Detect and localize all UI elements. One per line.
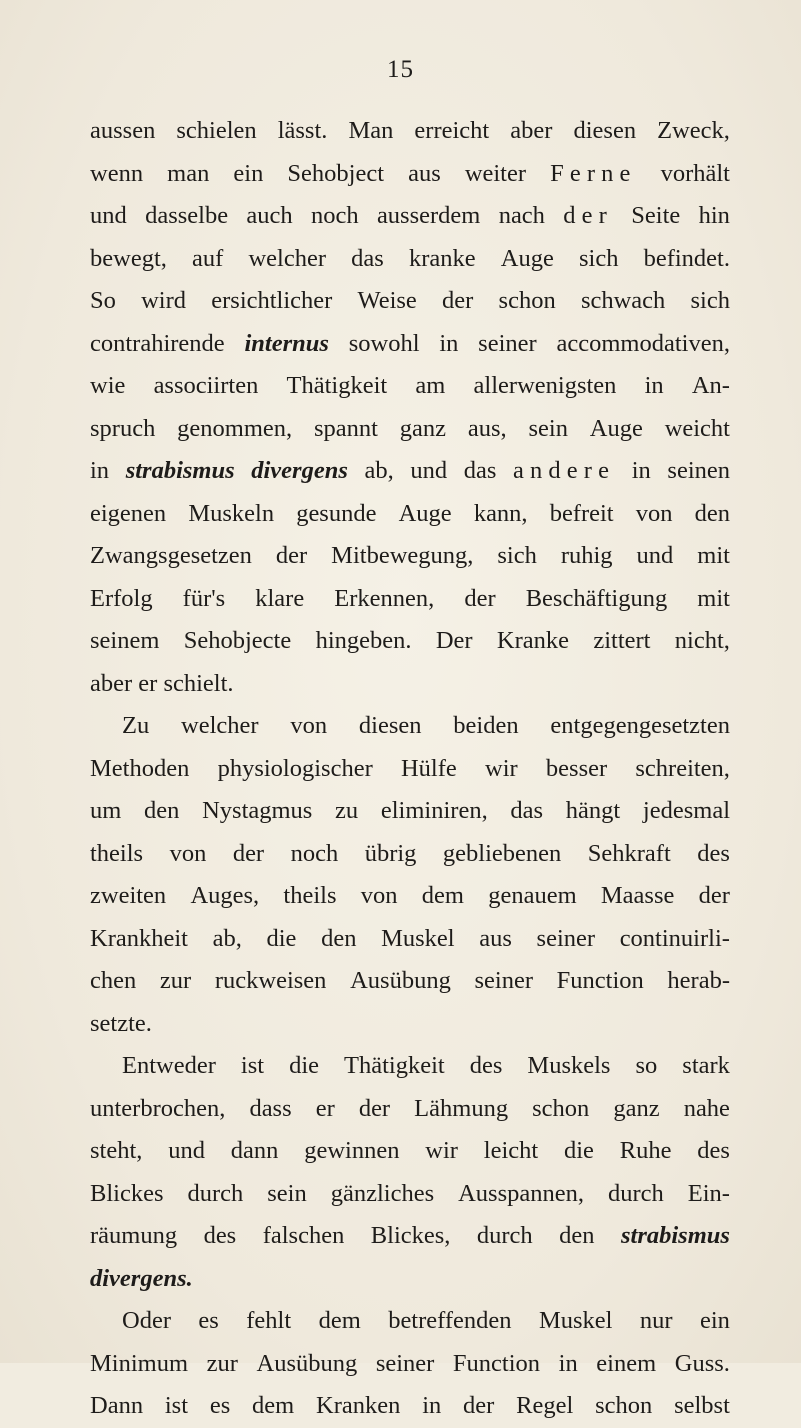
text-segment: hängt <box>565 797 621 824</box>
text-line <box>90 1215 730 1258</box>
text-segment: in <box>644 372 664 399</box>
text-segment: Muskels <box>527 1052 611 1079</box>
text-segment: des <box>203 1222 237 1249</box>
text-segment: kann, <box>473 499 528 527</box>
text-segment: stark <box>682 1052 730 1079</box>
text-segment: aussen <box>90 117 156 144</box>
text-segment: schielen <box>176 117 257 144</box>
text-line <box>90 153 730 196</box>
text-segment: continuirli- <box>619 924 730 952</box>
text-line <box>90 1385 730 1428</box>
text-segment: Sehobject <box>287 159 385 187</box>
text-segment: nach <box>498 202 545 229</box>
text-segment: spruch <box>90 414 156 442</box>
text-segment: der <box>358 1094 391 1122</box>
text-segment: sich <box>497 542 537 569</box>
text-line <box>90 748 730 791</box>
text-segment: diesen <box>573 117 637 144</box>
text-segment: weicht <box>664 414 730 442</box>
text-segment: der <box>442 287 474 314</box>
text-segment: Ausübung <box>350 967 451 994</box>
text-segment: mit <box>697 584 730 612</box>
text-segment: accommodativen, <box>556 329 730 357</box>
text-segment: Erkennen, <box>334 584 435 612</box>
text-segment: Sehkraft <box>587 839 671 867</box>
text-segment: es <box>198 1307 219 1334</box>
text-segment: den <box>559 1222 595 1249</box>
text-segment: schon <box>498 287 556 314</box>
text-segment: räumung <box>90 1222 178 1249</box>
text-segment: Zweck, <box>657 117 730 144</box>
text-segment: Methoden <box>90 754 190 782</box>
text-segment: unterbrochen, <box>90 1094 226 1122</box>
text-line <box>90 195 730 238</box>
text-segment: jedesmal <box>642 797 730 824</box>
text-segment: dasselbe <box>145 202 229 229</box>
text-segment: von <box>169 839 207 867</box>
text-segment: leicht <box>483 1137 539 1164</box>
spaced-emphasis: Ferne <box>550 159 637 187</box>
text-segment: ruckweisen <box>214 967 327 994</box>
text-segment: vorhält <box>660 159 730 187</box>
text-segment: Thätigkeit <box>286 372 388 399</box>
spaced-emphasis: andere <box>513 457 616 484</box>
text-segment: noch <box>310 202 359 229</box>
text-segment: Auge <box>398 499 452 527</box>
text-segment: dem <box>252 1392 295 1419</box>
text-line <box>90 960 730 1003</box>
text-segment: Beschäftigung <box>525 584 668 612</box>
text-line <box>90 663 730 706</box>
text-line <box>90 323 730 366</box>
text-segment: sein <box>528 414 568 442</box>
text-segment: theils <box>90 839 144 867</box>
text-line <box>90 918 730 961</box>
text-line <box>90 875 730 918</box>
text-segment: selbst <box>674 1392 730 1419</box>
text-segment: man <box>167 159 210 187</box>
text-segment: das <box>510 797 544 824</box>
text-segment: setzte. <box>90 1009 152 1037</box>
text-segment: der <box>464 584 496 612</box>
text-segment: in <box>558 1349 578 1377</box>
text-segment: dass <box>249 1094 292 1122</box>
text-segment: ein <box>233 159 264 187</box>
text-segment: Ruhe <box>619 1137 672 1164</box>
text-segment: übrig <box>364 839 417 867</box>
text-segment: ab, <box>364 457 394 484</box>
text-segment: weiter <box>464 159 527 187</box>
text-segment: genauem <box>488 882 577 909</box>
text-line <box>90 578 730 621</box>
text-segment: Oder <box>122 1307 171 1334</box>
text-segment: wir <box>425 1137 458 1164</box>
text-segment: und <box>168 1137 205 1164</box>
text-segment: die <box>564 1137 594 1164</box>
italic-term: strabismus <box>125 457 235 484</box>
text-segment: Muskeln <box>188 499 275 527</box>
text-segment: ganz <box>613 1094 660 1122</box>
text-segment: Minimum <box>90 1349 189 1377</box>
text-segment: welcher <box>248 244 326 272</box>
text-segment: Kranken <box>316 1392 401 1419</box>
text-segment: aus <box>479 924 512 952</box>
text-segment: Auge <box>589 414 643 442</box>
text-segment: besser <box>545 754 608 782</box>
text-segment: eliminiren, <box>380 797 488 824</box>
text-segment: ersichtlicher <box>211 287 333 314</box>
text-segment: schon <box>595 1392 653 1419</box>
text-segment: sein <box>267 1179 307 1207</box>
text-segment: das <box>351 244 384 272</box>
text-segment: allerwenigsten <box>473 372 617 399</box>
text-segment: dem <box>421 882 464 909</box>
text-segment: Ausübung <box>256 1349 358 1377</box>
text-segment: theils <box>283 882 337 909</box>
text-line <box>90 238 730 281</box>
text-segment: steht, <box>90 1137 143 1164</box>
text-segment: An- <box>691 372 730 399</box>
text-line <box>90 620 730 663</box>
text-segment: in <box>422 1392 442 1419</box>
text-segment: Auge <box>500 244 554 272</box>
text-segment: seinen <box>667 457 730 484</box>
text-line <box>90 705 730 748</box>
text-line <box>90 1343 730 1386</box>
text-line <box>90 833 730 876</box>
text-segment: entgegengesetzten <box>550 712 730 739</box>
text-segment: dem <box>318 1307 361 1334</box>
text-segment: wird <box>141 287 187 314</box>
text-line <box>90 450 730 493</box>
text-segment: Zwangsgesetzen <box>90 542 252 569</box>
text-segment: contrahirende <box>90 329 225 357</box>
text-segment: nicht, <box>674 627 730 654</box>
text-line <box>90 790 730 833</box>
text-segment: welcher <box>181 712 259 739</box>
text-segment: hingeben. <box>315 627 412 654</box>
text-segment: Sehobjecte <box>183 627 292 654</box>
text-segment: seiner <box>536 924 596 952</box>
text-segment: von <box>635 499 673 527</box>
text-segment: Muskel <box>538 1307 613 1334</box>
text-segment: Nystagmus <box>202 797 313 824</box>
text-segment: in <box>439 329 459 357</box>
text-segment: aber er schielt. <box>90 669 234 697</box>
text-segment: nur <box>639 1307 673 1334</box>
text-segment: physiologischer <box>217 754 373 782</box>
text-segment: befreit <box>549 499 614 527</box>
text-segment: chen <box>90 967 137 994</box>
text-line <box>90 535 730 578</box>
text-segment: und <box>410 457 448 484</box>
text-segment: durch <box>607 1179 664 1207</box>
text-segment: Dann <box>90 1392 144 1419</box>
text-segment: den <box>144 797 180 824</box>
text-segment: schreiten, <box>635 754 730 782</box>
text-segment: bewegt, <box>90 244 167 272</box>
text-line <box>90 1130 730 1173</box>
text-segment: ganz <box>399 414 447 442</box>
text-segment: ist <box>240 1052 265 1079</box>
text-segment: sich <box>690 287 730 314</box>
text-segment: Auges, <box>190 882 260 909</box>
text-segment: Thätigkeit <box>344 1052 445 1079</box>
italic-term: divergens. <box>90 1264 193 1292</box>
page-number: 15 <box>387 56 414 83</box>
text-segment: diesen <box>358 712 422 739</box>
italic-term: internus <box>244 329 329 357</box>
text-segment: gewinnen <box>304 1137 400 1164</box>
italic-term: strabismus <box>621 1222 730 1249</box>
italic-term: divergens <box>251 457 348 484</box>
text-segment: gänzliches <box>330 1179 435 1207</box>
text-segment: Mitbewegung, <box>331 542 474 569</box>
text-line <box>90 493 730 536</box>
text-line <box>90 408 730 451</box>
text-segment: zu <box>335 797 359 824</box>
text-segment: Erfolg <box>90 584 153 612</box>
text-segment: erreicht <box>414 117 490 144</box>
text-segment: ab, <box>212 924 242 952</box>
text-line <box>90 1045 730 1088</box>
body-text <box>90 110 730 1428</box>
text-segment: eigenen <box>90 499 167 527</box>
text-segment: kranke <box>408 244 476 272</box>
text-line <box>90 1300 730 1343</box>
text-segment: Muskel <box>381 924 455 952</box>
text-line <box>90 280 730 323</box>
text-segment: das <box>463 457 497 484</box>
text-segment: so <box>635 1052 658 1079</box>
text-segment: um <box>90 797 122 824</box>
text-segment: genommen, <box>177 414 293 442</box>
text-segment: die <box>289 1052 319 1079</box>
text-segment: seiner <box>474 967 533 994</box>
text-segment: schwach <box>580 287 666 314</box>
text-segment: des <box>469 1052 503 1079</box>
text-segment: den <box>321 924 357 952</box>
text-segment: Function <box>556 967 644 994</box>
text-segment: schon <box>532 1094 590 1122</box>
text-segment: Seite <box>631 202 681 229</box>
text-segment: klare <box>255 584 305 612</box>
text-segment: Regel <box>516 1392 574 1419</box>
text-segment: Guss. <box>674 1349 730 1377</box>
text-line <box>90 1258 730 1301</box>
text-segment: zittert <box>593 627 651 654</box>
text-segment: sich <box>578 244 619 272</box>
text-segment: So <box>90 287 116 314</box>
text-segment: er <box>315 1094 335 1122</box>
text-segment: zur <box>159 967 192 994</box>
text-segment: Man <box>348 117 394 144</box>
text-segment: Ausspannen, <box>458 1179 584 1207</box>
text-segment: gesunde <box>296 499 377 527</box>
text-segment: die <box>266 924 297 952</box>
text-segment: wir <box>485 754 518 782</box>
text-segment: und <box>636 542 674 569</box>
text-segment: hin <box>698 202 730 229</box>
text-segment: Blickes <box>90 1179 164 1207</box>
text-segment: und <box>90 202 127 229</box>
text-segment: falschen <box>262 1222 345 1249</box>
text-segment: des <box>697 1137 730 1164</box>
text-segment: sowohl <box>348 329 420 357</box>
text-segment: dann <box>230 1137 279 1164</box>
text-segment: Zu <box>122 712 150 739</box>
text-segment: ist <box>164 1392 189 1419</box>
text-segment: zur <box>206 1349 238 1377</box>
text-segment: lässt. <box>277 117 328 144</box>
text-segment: aber <box>510 117 553 144</box>
text-segment: Entweder <box>122 1052 216 1079</box>
text-segment: Ein- <box>687 1179 730 1207</box>
text-segment: herab- <box>667 967 730 994</box>
text-segment: Weise <box>357 287 417 314</box>
text-segment: seinem <box>90 627 160 654</box>
text-segment: nahe <box>683 1094 730 1122</box>
text-segment: in <box>631 457 651 484</box>
text-segment: aus <box>408 159 441 187</box>
text-segment: von <box>360 882 398 909</box>
text-line <box>90 1173 730 1216</box>
text-line <box>90 365 730 408</box>
text-segment: auf <box>192 244 224 272</box>
text-segment: Lähmung <box>414 1094 509 1122</box>
text-segment: seiner <box>375 1349 435 1377</box>
text-segment: beiden <box>453 712 519 739</box>
text-segment: ein <box>699 1307 730 1334</box>
text-segment: in <box>90 457 110 484</box>
text-segment: wie <box>90 372 126 399</box>
text-segment: ausserdem <box>376 202 481 229</box>
text-segment: spannt <box>313 414 378 442</box>
text-segment: befindet. <box>643 244 730 272</box>
text-segment: der <box>275 542 308 569</box>
text-line <box>90 1088 730 1131</box>
text-line <box>90 1003 730 1046</box>
text-segment: der <box>232 839 265 867</box>
text-segment: gebliebenen <box>442 839 562 867</box>
text-segment: Der <box>435 627 473 654</box>
text-segment: aus, <box>467 414 507 442</box>
text-segment: noch <box>290 839 339 867</box>
text-segment: betreffenden <box>388 1307 512 1334</box>
text-segment: am <box>415 372 446 399</box>
text-segment: Hülfe <box>400 754 457 782</box>
text-segment: auch <box>246 202 293 229</box>
text-segment: für's <box>182 584 226 612</box>
text-segment: Kranke <box>496 627 569 654</box>
text-segment: associirten <box>153 372 259 399</box>
text-segment: einem <box>596 1349 657 1377</box>
text-segment: durch <box>187 1179 244 1207</box>
text-segment: den <box>694 499 730 527</box>
text-segment: es <box>209 1392 231 1419</box>
text-segment: der <box>698 882 730 909</box>
text-segment: ruhig <box>560 542 613 569</box>
text-segment: Krankheit <box>90 924 188 952</box>
text-segment: wenn <box>90 159 144 187</box>
text-segment: seiner <box>478 329 537 357</box>
text-segment: des <box>697 839 730 867</box>
text-segment: zweiten <box>90 882 167 909</box>
text-line <box>90 110 730 153</box>
text-segment: Blickes, <box>370 1222 451 1249</box>
text-segment: von <box>290 712 328 739</box>
text-segment: Function <box>452 1349 541 1377</box>
text-segment: Maasse <box>600 882 675 909</box>
spaced-emphasis: der <box>563 202 613 229</box>
text-segment: durch <box>476 1222 533 1249</box>
text-segment: mit <box>697 542 730 569</box>
text-segment: fehlt <box>246 1307 292 1334</box>
text-segment: der <box>463 1392 495 1419</box>
